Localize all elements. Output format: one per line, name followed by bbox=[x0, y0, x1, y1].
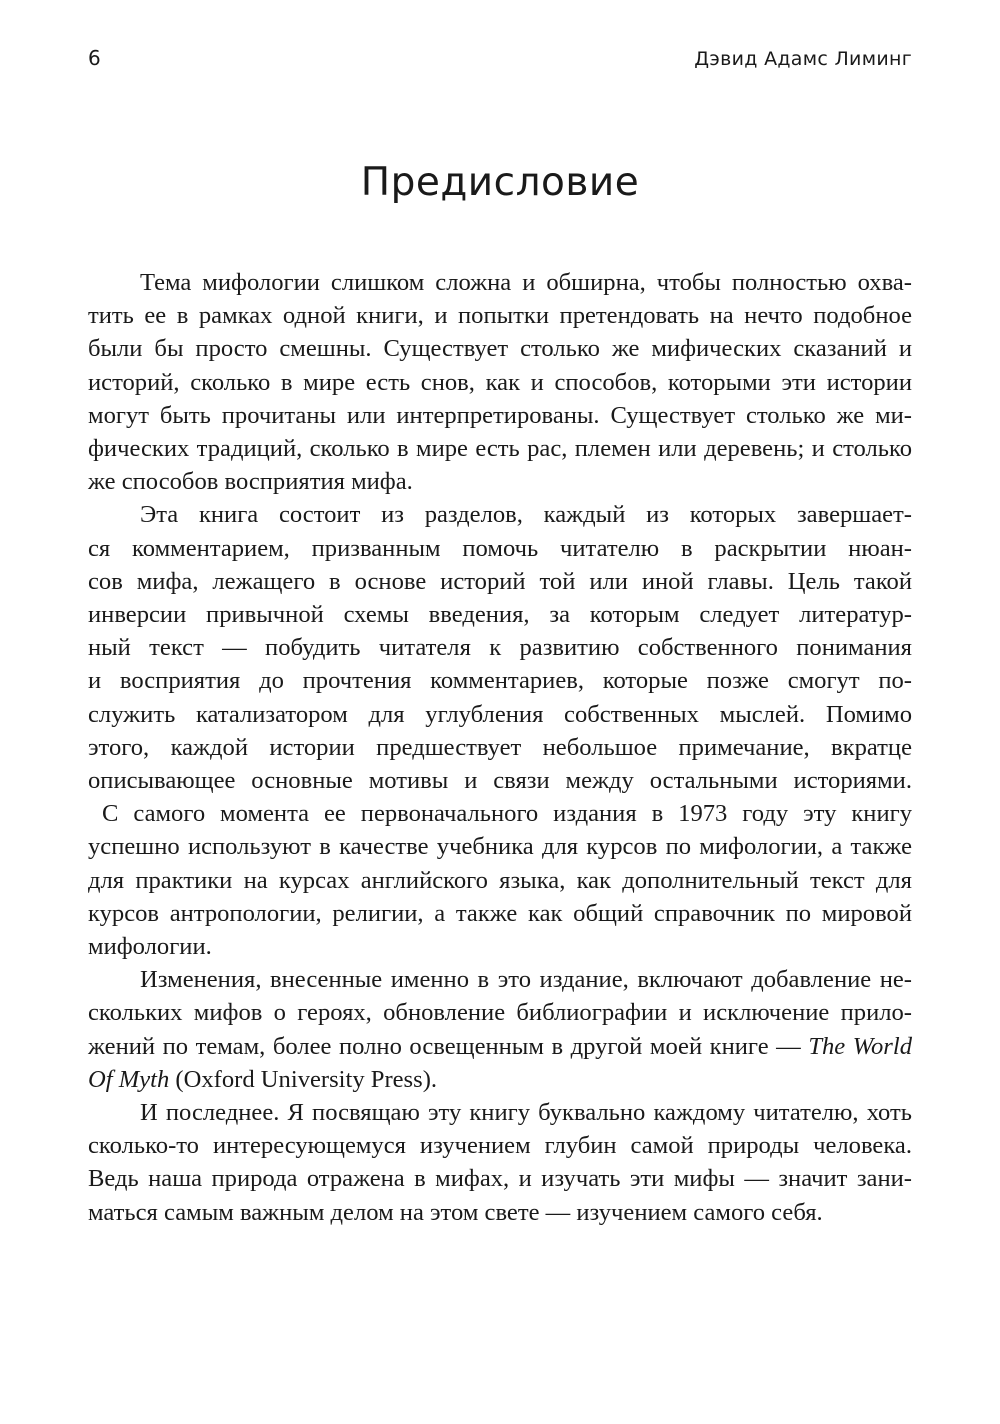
text-line: скольких мифов о героях, обновление библиографии и исключение прило- bbox=[88, 999, 912, 1027]
text-line: тить ее в рамках одной книги, и попытки претендовать на нечто подобное bbox=[88, 302, 912, 330]
text-line: служить катализатором для углубления собственных мыслей. Помимо bbox=[88, 700, 912, 728]
body-text bbox=[88, 266, 912, 1229]
book-title-italic: The World bbox=[808, 1032, 912, 1060]
paragraph-2 bbox=[88, 498, 912, 797]
text-segment: (Oxford University Press). bbox=[169, 1065, 438, 1093]
text-line-with-italic bbox=[88, 1030, 912, 1063]
text-line: ся комментарием, призванным помочь читателю в раскрытии нюан- bbox=[88, 534, 912, 562]
text-line: С самого момента ее первоначального издания в 1973 году эту книгу bbox=[102, 800, 912, 828]
text-line-with-italic bbox=[88, 1063, 912, 1096]
chapter-title: Предисловие bbox=[360, 160, 640, 205]
page-number: 6 bbox=[88, 46, 101, 70]
text-line: этого, каждой истории предшествует небольшое примечание, вкратце bbox=[88, 733, 912, 761]
paragraph-3 bbox=[88, 797, 912, 963]
text-line: инверсии привычной схемы введения, за которым следует литератур- bbox=[88, 601, 912, 629]
text-segment: жений по темам, более полно освещенным в другой моей книге — bbox=[88, 1032, 801, 1060]
text-line: сколько-то интересующемуся изучением глубин самой природы человека. bbox=[88, 1132, 912, 1160]
paragraph-1 bbox=[88, 266, 912, 498]
text-line: курсов антропологии, религии, а также как общий справочник по мировой bbox=[88, 899, 912, 927]
text-line: И последнее. Я посвящаю эту книгу буквально каждому читателю, хоть bbox=[140, 1099, 912, 1127]
book-title-italic: Of Myth bbox=[88, 1065, 170, 1093]
running-head-author: Дэвид Адамс Лиминг bbox=[694, 48, 912, 70]
text-line: Ведь наша природа отражена в мифах, и изучать эти мифы — значит зани- bbox=[88, 1165, 912, 1193]
text-line: фических традиций, сколько в мире есть рас, племен или деревень; и столько bbox=[88, 435, 912, 463]
text-line: Изменения, внесенные именно в это издание, включают добавление не- bbox=[140, 966, 912, 994]
text-line: историй, сколько в мире есть снов, как и способов, которыми эти истории bbox=[88, 368, 912, 396]
text-line: успешно используют в качестве учебника для курсов по мифологии, а также bbox=[88, 833, 912, 861]
text-line: для практики на курсах английского языка, как дополнительный текст для bbox=[88, 866, 912, 894]
text-line: же способов восприятия мифа. bbox=[88, 468, 413, 496]
text-line: сов мифа, лежащего в основе историй той или иной главы. Цель такой bbox=[88, 567, 912, 595]
text-line: маться самым важным делом на этом свете — изучением самого себя. bbox=[88, 1198, 823, 1226]
text-line: были бы просто смешны. Существует столько же мифических сказаний и bbox=[88, 335, 912, 363]
text-line: и восприятия до прочтения комментариев, которые позже смогут по- bbox=[88, 667, 912, 695]
text-line: Эта книга состоит из разделов, каждый из которых завершает- bbox=[140, 501, 912, 529]
text-line: описывающее основные мотивы и связи между остальными историями. bbox=[88, 767, 912, 795]
text-line: мифологии. bbox=[88, 933, 212, 961]
text-line: Тема мифологии слишком сложна и обширна, чтобы полностью охва- bbox=[140, 269, 912, 296]
paragraph-5 bbox=[88, 1096, 912, 1229]
text-line: ный текст — побудить читателя к развитию собственного понимания bbox=[88, 634, 912, 662]
paragraph-4 bbox=[88, 963, 912, 1096]
text-line: могут быть прочитаны или интерпретированы. Существует столько же ми- bbox=[88, 401, 912, 429]
